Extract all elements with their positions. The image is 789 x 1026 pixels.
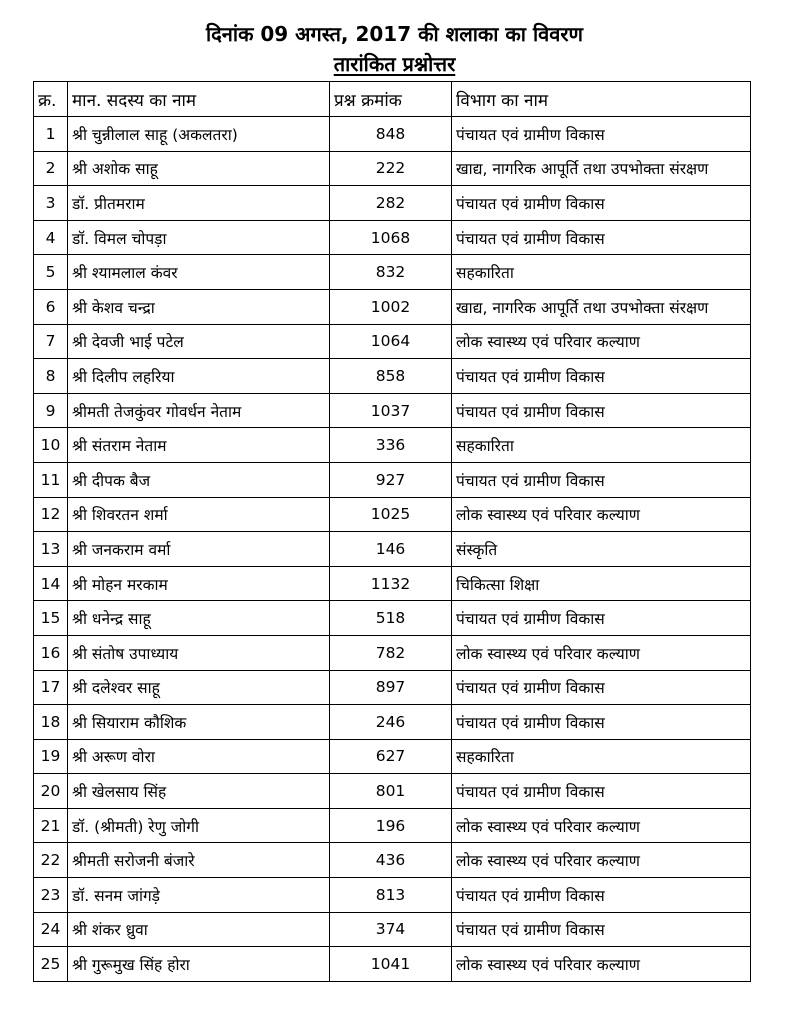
table-row [34,289,751,324]
cell-member-name: श्री जनकराम वर्मा [68,532,330,567]
cell-department: लोक स्वास्थ्य एवं परिवार कल्याण [452,947,751,982]
cell-question-no: 848 [330,117,452,152]
table-row [34,808,751,843]
cell-sno: 11 [34,462,68,497]
cell-member-name: श्री दलेश्वर साहू [68,670,330,705]
cell-member-name: श्रीमती तेजकुंवर गोवर्धन नेताम [68,393,330,428]
table-row [34,255,751,290]
table-row [34,635,751,670]
cell-question-no: 1025 [330,497,452,532]
cell-member-name: डॉ. प्रीतमराम [68,186,330,221]
cell-department: खाद्य, नागरिक आपूर्ति तथा उपभोक्ता संरक्षण [452,151,751,186]
cell-sno: 15 [34,601,68,636]
cell-department: पंचायत एवं ग्रामीण विकास [452,670,751,705]
cell-question-no: 627 [330,739,452,774]
cell-member-name: श्री गुरूमुख सिंह होरा [68,947,330,982]
cell-department: पंचायत एवं ग्रामीण विकास [452,705,751,740]
cell-member-name: श्री केशव चन्द्रा [68,289,330,324]
cell-question-no: 813 [330,878,452,913]
table-row [34,359,751,394]
cell-department: पंचायत एवं ग्रामीण विकास [452,774,751,809]
cell-department: संस्कृति [452,532,751,567]
cell-department: सहकारिता [452,255,751,290]
cell-member-name: श्रीमती सरोजनी बंजारे [68,843,330,878]
cell-sno: 13 [34,532,68,567]
cell-sno: 14 [34,566,68,601]
table-row [34,912,751,947]
page-subtitle: तारांकित प्रश्नोत्तर [333,52,456,76]
cell-member-name: श्री शंकर ध्रुवा [68,912,330,947]
cell-question-no: 1041 [330,947,452,982]
cell-member-name: श्री मोहन मरकाम [68,566,330,601]
cell-sno: 9 [34,393,68,428]
cell-sno: 4 [34,220,68,255]
cell-question-no: 1002 [330,289,452,324]
cell-department: खाद्य, नागरिक आपूर्ति तथा उपभोक्ता संरक्षण [452,289,751,324]
cell-sno: 22 [34,843,68,878]
cell-member-name: श्री अरूण वोरा [68,739,330,774]
cell-department: पंचायत एवं ग्रामीण विकास [452,117,751,152]
table-row [34,670,751,705]
cell-question-no: 374 [330,912,452,947]
cell-sno: 16 [34,635,68,670]
cell-sno: 17 [34,670,68,705]
cell-sno: 18 [34,705,68,740]
cell-department: पंचायत एवं ग्रामीण विकास [452,912,751,947]
table-row [34,497,751,532]
table-row [34,739,751,774]
cell-member-name: श्री शिवरतन शर्मा [68,497,330,532]
cell-sno: 7 [34,324,68,359]
cell-sno: 21 [34,808,68,843]
cell-question-no: 1068 [330,220,452,255]
cell-member-name: श्री सियाराम कौशिक [68,705,330,740]
cell-sno: 10 [34,428,68,463]
cell-sno: 3 [34,186,68,221]
cell-member-name: श्री दीपक बैज [68,462,330,497]
cell-question-no: 1064 [330,324,452,359]
cell-department: पंचायत एवं ग्रामीण विकास [452,462,751,497]
table-row [34,393,751,428]
cell-department: सहकारिता [452,428,751,463]
cell-member-name: श्री देवजी भाई पटेल [68,324,330,359]
cell-question-no: 222 [330,151,452,186]
cell-department: पंचायत एवं ग्रामीण विकास [452,878,751,913]
cell-question-no: 436 [330,843,452,878]
column-header-sno: क्र. [34,82,68,117]
table-row [34,428,751,463]
cell-question-no: 282 [330,186,452,221]
table-row [34,324,751,359]
cell-department: चिकित्सा शिक्षा [452,566,751,601]
cell-department: पंचायत एवं ग्रामीण विकास [452,186,751,221]
cell-member-name: श्री धनेन्द्र साहू [68,601,330,636]
cell-department: लोक स्वास्थ्य एवं परिवार कल्याण [452,324,751,359]
cell-member-name: डॉ. विमल चोपड़ा [68,220,330,255]
cell-sno: 24 [34,912,68,947]
cell-question-no: 518 [330,601,452,636]
cell-question-no: 1037 [330,393,452,428]
column-header-member: मान. सदस्य का नाम [68,82,330,117]
cell-question-no: 927 [330,462,452,497]
cell-question-no: 832 [330,255,452,290]
cell-member-name: श्री खेलसाय सिंह [68,774,330,809]
cell-member-name: श्री श्यामलाल कंवर [68,255,330,290]
cell-department: पंचायत एवं ग्रामीण विकास [452,220,751,255]
cell-member-name: श्री अशोक साहू [68,151,330,186]
cell-question-no: 801 [330,774,452,809]
table-row [34,566,751,601]
cell-member-name: श्री संतराम नेताम [68,428,330,463]
table-row [34,601,751,636]
cell-department: लोक स्वास्थ्य एवं परिवार कल्याण [452,635,751,670]
cell-sno: 19 [34,739,68,774]
table-row [34,462,751,497]
page-title: दिनांक 09 अगस्त, 2017 की शलाका का विवरण [205,22,583,46]
cell-question-no: 1132 [330,566,452,601]
cell-sno: 2 [34,151,68,186]
cell-question-no: 782 [330,635,452,670]
cell-question-no: 196 [330,808,452,843]
cell-department: पंचायत एवं ग्रामीण विकास [452,393,751,428]
table-row [34,532,751,567]
cell-department: लोक स्वास्थ्य एवं परिवार कल्याण [452,497,751,532]
table-row [34,117,751,152]
cell-member-name: श्री चुन्नीलाल साहू (अकलतरा) [68,117,330,152]
cell-question-no: 246 [330,705,452,740]
cell-department: पंचायत एवं ग्रामीण विकास [452,359,751,394]
cell-department: लोक स्वास्थ्य एवं परिवार कल्याण [452,808,751,843]
members-table [33,81,751,982]
column-header-department: विभाग का नाम [452,82,751,117]
cell-member-name: डॉ. (श्रीमती) रेणु जोगी [68,808,330,843]
cell-sno: 20 [34,774,68,809]
cell-question-no: 858 [330,359,452,394]
cell-question-no: 146 [330,532,452,567]
table-row [34,705,751,740]
table-row [34,843,751,878]
cell-question-no: 897 [330,670,452,705]
cell-sno: 5 [34,255,68,290]
cell-department: सहकारिता [452,739,751,774]
cell-sno: 25 [34,947,68,982]
cell-department: पंचायत एवं ग्रामीण विकास [452,601,751,636]
table-row [34,878,751,913]
cell-question-no: 336 [330,428,452,463]
cell-member-name: श्री दिलीप लहरिया [68,359,330,394]
table-header-row [34,82,751,117]
table-body [34,117,751,982]
column-header-question-no: प्रश्न क्रमांक [330,82,452,117]
cell-sno: 8 [34,359,68,394]
table-row [34,151,751,186]
cell-department: लोक स्वास्थ्य एवं परिवार कल्याण [452,843,751,878]
cell-sno: 1 [34,117,68,152]
cell-member-name: श्री संतोष उपाध्याय [68,635,330,670]
table-row [34,947,751,982]
cell-sno: 6 [34,289,68,324]
cell-sno: 23 [34,878,68,913]
cell-member-name: डॉ. सनम जांगड़े [68,878,330,913]
cell-sno: 12 [34,497,68,532]
table-row [34,186,751,221]
table-row [34,220,751,255]
table-row [34,774,751,809]
